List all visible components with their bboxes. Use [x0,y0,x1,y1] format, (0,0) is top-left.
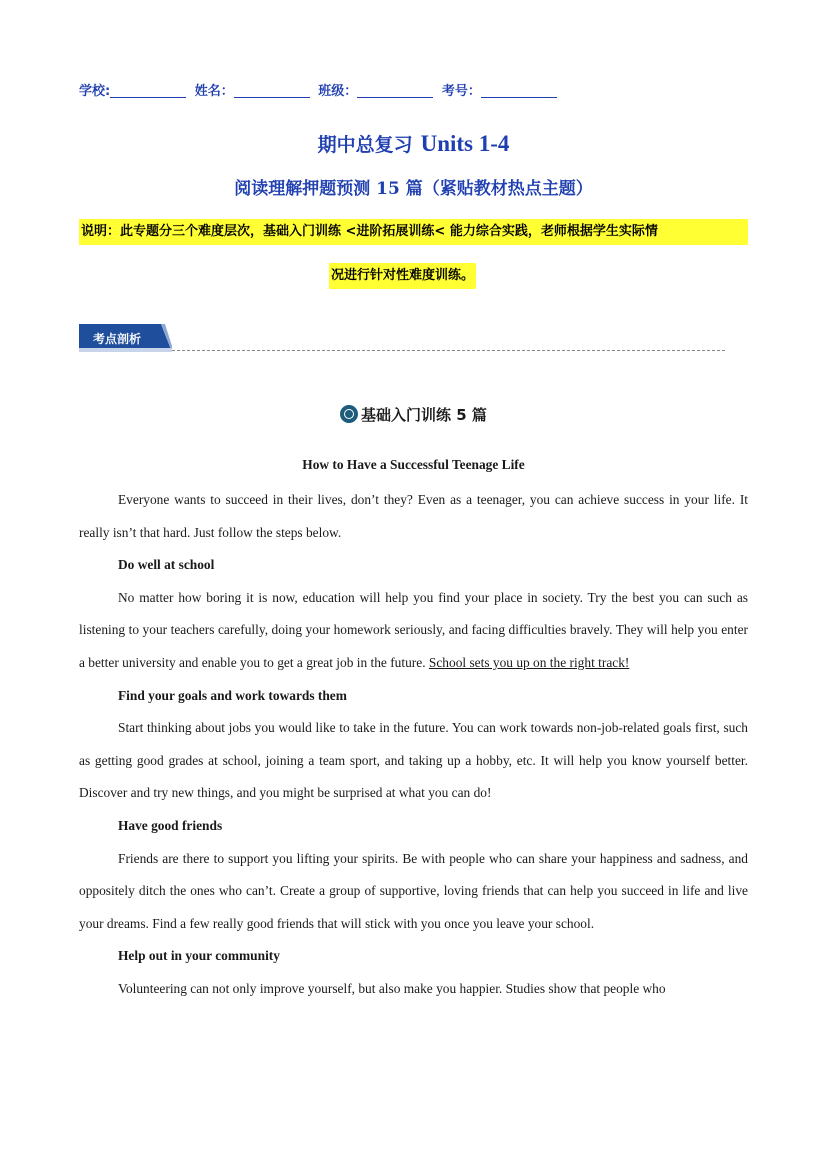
name-label: 姓名： [194,84,234,99]
school-label: 学校: [79,84,111,99]
exam-no-blank [481,83,557,98]
page-subtitle: 阅读理解押题预测 15 篇（紧贴教材热点主题） [234,179,593,199]
reading-article [79,454,748,1006]
subheading-2: Find your goals and work towards them [118,687,347,703]
subheading-4: Help out in your community [118,948,280,964]
paragraph-1-text: No matter how boring it is now, education will help you find your place in society. Try the best you can such as listening to your teachers carefully, doing your homework seriously, and facing difficulties bravely. They will help you enter a better university and enable you to get a great job in the future. [79,589,748,670]
circle-icon [340,405,358,423]
subheading-3: Have good friends [118,817,223,833]
class-label: 班级： [318,84,358,99]
exam-no-label: 考号： [441,84,481,99]
subheading-1: Do well at school [118,557,215,573]
paragraph-4: Volunteering can not only improve yourself, but also make you happier. Studies show that people who [118,980,666,996]
title-cn: 期中总复习 [317,134,413,156]
section-tag [79,324,172,352]
underlined-sentence: School sets you up on the right track! [428,654,630,670]
page-title [0,130,827,157]
note-line-1: 说明：此专题分三个难度层次，基础入门训练 <进阶拓展训练< 能力综合实践，老师根据学生实际情 [79,219,748,245]
dashed-divider [172,350,725,351]
class-blank [357,83,433,98]
school-blank [110,83,186,98]
name-blank [234,83,310,98]
paragraph-2: Start thinking about jobs you would like to take in the future. You can work towards non-job-related goals first, such as getting good grades at school, joining a team sport, and taking up a hobby, etc. It will help you know yourself better. Discover and try new things, and you might be surprised at what you can do! [79,720,748,801]
article-intro: Everyone wants to succeed in their lives, don’t they? Even as a teenager, you can achieve success in your life. It really isn’t that hard. Just follow the steps below. [79,492,748,540]
paragraph-1 [79,582,748,680]
article-title: How to Have a Successful Teenage Life [302,457,525,472]
title-en: Units 1-4 [420,131,510,156]
section-heading [0,404,827,425]
tag-label: 考点剖析 [93,332,142,346]
paragraph-3: Friends are there to support you lifting your spirits. Be with people who can share your happiness and sadness, and oppositely ditch the ones who can’t. Create a group of supportive, loving friends that can help you succeed in life and live your dreams. Find a few really good friends that will stick with you once you leave your school. [79,850,748,931]
student-info-line [79,80,557,99]
note-line-2: 况进行针对性难度训练。 [329,263,476,289]
section-label: 基础入门训练 5 篇 [361,406,487,424]
